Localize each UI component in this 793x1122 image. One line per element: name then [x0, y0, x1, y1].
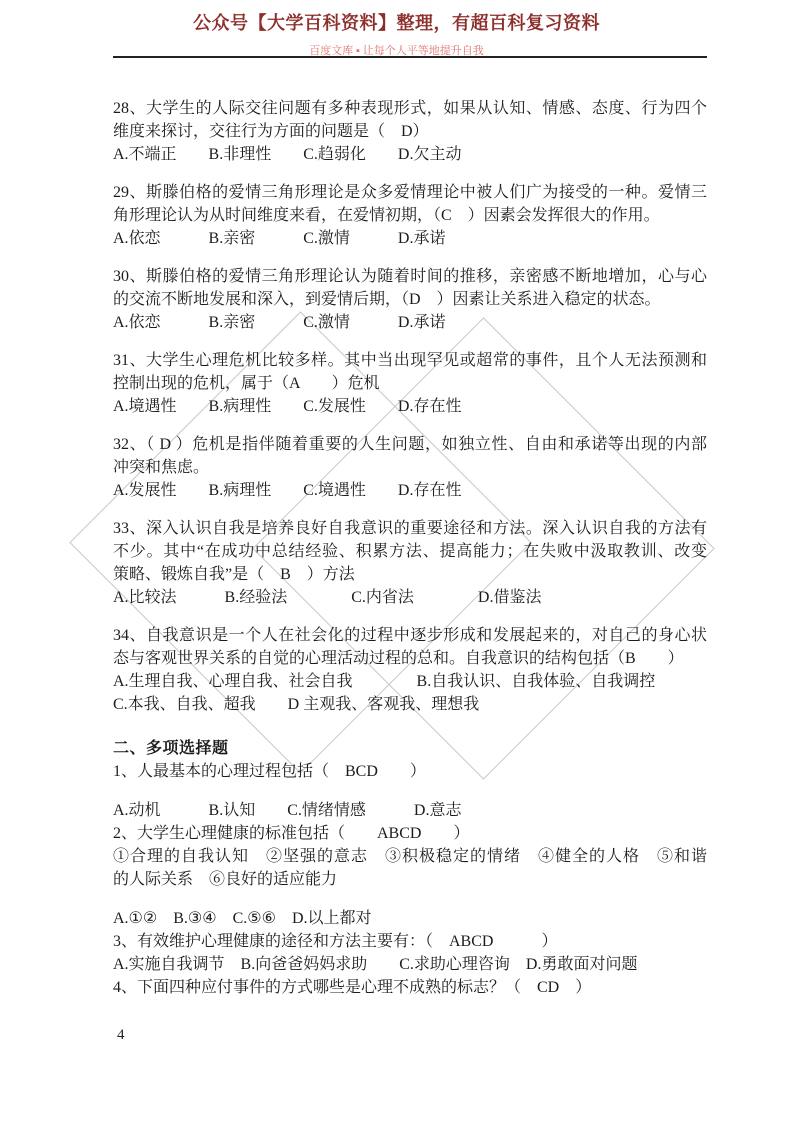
single-choice-questions [113, 97, 707, 716]
text-line: 的交流不断地发展和深入，到爱情后期，（D ）因素让关系进入稳定的状态。 [113, 291, 661, 308]
text-line: A.实施自我调节 B.向爸爸妈妈求助 C.求助心理咨询 D.勇敢面对问题 [113, 956, 638, 973]
text-line: A.动机 B.认知 C.情绪情感 D.意志 [113, 802, 462, 819]
multiple-choice-lines [113, 760, 707, 999]
text-line: 角形理论认为从时间维度来看，在爱情初期，（C ）因素会发挥很大的作用。 [113, 207, 660, 224]
text-line: 控制出现的危机，属于（A ）危机 [113, 375, 380, 392]
text-line: 1、人最基本的心理过程包括（ BCD ） [113, 763, 426, 780]
question-block [113, 349, 707, 418]
text-line: ①合理的自我认知 ②坚强的意志 ③积极稳定的情绪 ④健全的人格 ⑤和谐 [113, 848, 707, 865]
text-line: 31、大学生心理危机比较多样。其中当出现罕见或超常的事件，且个人无法预测和 [113, 352, 707, 369]
text-line: A.境遇性 B.病理性 C.发展性 D.存在性 [113, 398, 462, 415]
question-block [113, 181, 707, 250]
text-line: A.发展性 B.病理性 C.境遇性 D.存在性 [113, 482, 462, 499]
section-heading: 二、多项选择题 [113, 740, 229, 757]
text-line: 策略、锻炼自我”是（ B ）方法 [113, 566, 355, 583]
text-line: 2、大学生心理健康的标准包括（ ABCD ） [113, 825, 470, 842]
text-line [113, 891, 707, 907]
text-line: 冲突和焦虑。 [113, 459, 210, 476]
header-tagline: 百度文库 ▪ 让每个人平等地提升自我 [309, 45, 484, 57]
text-line: 32、（ D ）危机是指伴随着重要的人生问题，如独立性、自由和承诺等出现的内部 [113, 436, 707, 453]
text-line: C.本我、自我、超我 D 主观我、客观我、理想我 [113, 696, 480, 713]
text-line: A.依恋 B.亲密 C.激情 D.承诺 [113, 230, 446, 247]
question-block [113, 624, 707, 716]
text-line: 维度来探讨，交往行为方面的问题是（ D） [113, 123, 429, 140]
question-block [113, 433, 707, 502]
text-line: 30、斯滕伯格的爱情三角形理论认为随着时间的推移，亲密感不断地增加，心与心 [113, 268, 707, 285]
text-line: 28、大学生的人际交往问题有多种表现形式，如果从认知、情感、态度、行为四个 [113, 100, 707, 117]
question-block [113, 517, 707, 609]
question-block [113, 97, 707, 166]
text-line: 不少。其中“在成功中总结经验、积累方法、提高能力；在失败中汲取教训、改变 [113, 543, 707, 560]
header-title: 公众号【大学百科资料】整理，有超百科复习资料 [193, 13, 600, 33]
document-body [113, 97, 707, 999]
text-line: 3、有效维护心理健康的途径和方法主要有：（ ABCD ） [113, 933, 558, 950]
text-line: 29、斯滕伯格的爱情三角形理论是众多爱情理论中被人们广为接受的一种。爱情三 [113, 184, 707, 201]
text-line: A.①② B.③④ C.⑤⑥ D.以上都对 [113, 910, 372, 927]
text-line: A.生理自我、心理自我、社会自我 B.自我认识、自我体验、自我调控 [113, 673, 656, 690]
text-line: 的人际关系 ⑥良好的适应能力 [113, 871, 338, 888]
text-line: 34、自我意识是一个人在社会化的过程中逐步形成和发展起来的，对自己的身心状 [113, 627, 707, 644]
text-line: A.比较法 B.经验法 C.内省法 D.借鉴法 [113, 589, 542, 606]
text-line: A.依恋 B.亲密 C.激情 D.承诺 [113, 314, 446, 331]
page-number: 4 [117, 1027, 125, 1043]
text-line: 态与客观世界关系的自觉的心理活动过程的总和。自我意识的结构包括（B ） [113, 650, 684, 667]
text-line: A.不端正 B.非理性 C.趋弱化 D.欠主动 [113, 146, 462, 163]
multiple-choice-section [113, 737, 707, 999]
text-line: 4、下面四种应付事件的方式哪些是心理不成熟的标志？（ CD ） [113, 979, 592, 996]
question-block [113, 265, 707, 334]
text-line: 33、深入认识自我是培养良好自我意识的重要途径和方法。深入认识自我的方法有 [113, 520, 707, 537]
text-line [113, 783, 707, 799]
